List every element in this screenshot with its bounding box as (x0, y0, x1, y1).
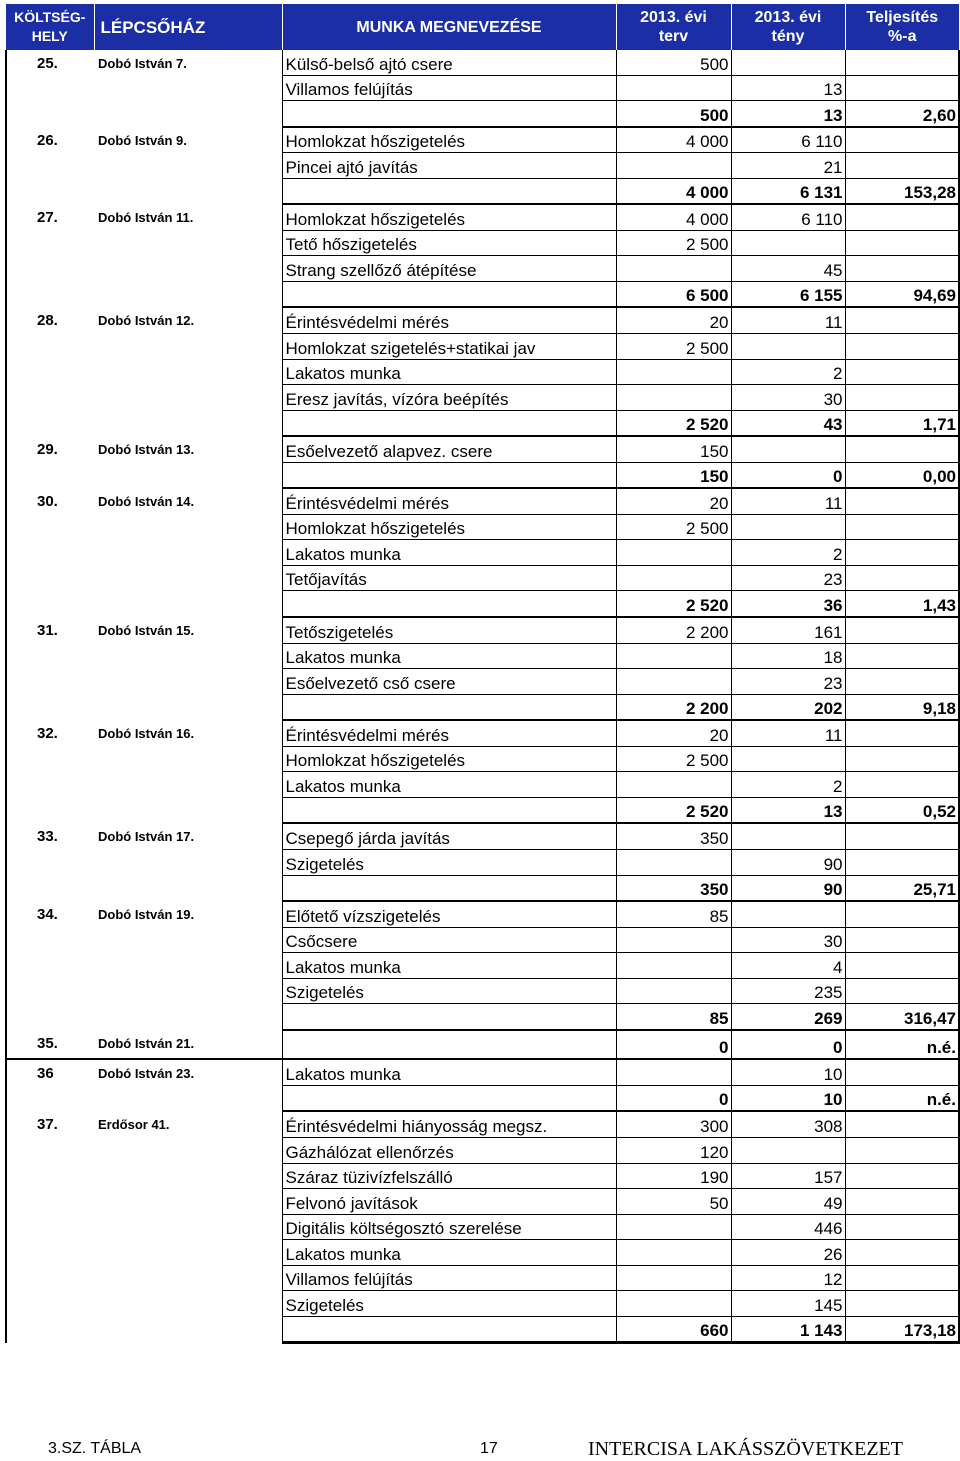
subtotal-label-cell (282, 101, 616, 127)
staircase-name: Dobó István 23. (94, 1059, 282, 1111)
percent-cell (845, 1214, 959, 1240)
work-name-cell: Pincei ajtó javítás (282, 153, 616, 179)
cost-center-number: 34. (6, 901, 94, 1030)
plan-value-cell: 190 (616, 1163, 731, 1189)
actual-value-cell: 26 (731, 1240, 845, 1266)
plan-value-cell (616, 927, 731, 953)
work-name-cell: Szigetelés (282, 1291, 616, 1317)
subtotal-label-cell (282, 875, 616, 901)
actual-value-cell: 161 (731, 617, 845, 643)
actual-subtotal-cell: 10 (731, 1085, 845, 1111)
plan-subtotal-cell: 2 520 (616, 591, 731, 617)
cost-center-number: 25. (6, 50, 94, 127)
plan-value-cell (616, 1265, 731, 1291)
work-name-cell: Villamos felújítás (282, 1265, 616, 1291)
actual-value-cell: 45 (731, 256, 845, 282)
percent-cell (845, 978, 959, 1004)
table-row (6, 488, 959, 514)
percent-cell (845, 488, 959, 514)
fulfillment-percent-cell: 94,69 (845, 281, 959, 307)
actual-subtotal-cell: 1 143 (731, 1316, 845, 1343)
percent-cell (845, 720, 959, 746)
staircase-name: Dobó István 13. (94, 436, 282, 488)
percent-cell (845, 204, 959, 230)
staircase-name: Erdősor 41. (94, 1111, 282, 1342)
percent-cell (845, 565, 959, 591)
page-footer (0, 1440, 960, 1460)
header-cost-center: KÖLTSÉG- HELY (6, 4, 94, 50)
fulfillment-percent-cell: 153,28 (845, 178, 959, 204)
staircase-name: Dobó István 21. (94, 1030, 282, 1060)
actual-value-cell: 11 (731, 488, 845, 514)
percent-cell (845, 643, 959, 669)
actual-value-cell: 10 (731, 1059, 845, 1085)
staircase-name: Dobó István 9. (94, 127, 282, 205)
header-staircase: LÉPCSŐHÁZ (94, 4, 282, 50)
actual-value-cell: 6 110 (731, 204, 845, 230)
percent-cell (845, 823, 959, 849)
plan-value-cell: 20 (616, 307, 731, 333)
percent-cell (845, 436, 959, 462)
actual-value-cell: 23 (731, 565, 845, 591)
percent-cell (845, 927, 959, 953)
percent-cell (845, 772, 959, 798)
subtotal-label-cell (282, 410, 616, 436)
header-work-name: MUNKA MEGNEVEZÉSE (282, 4, 616, 50)
work-name-cell: Tetőjavítás (282, 565, 616, 591)
percent-cell (845, 540, 959, 566)
plan-value-cell (616, 1291, 731, 1317)
work-name-cell: Külső-belső ajtó csere (282, 50, 616, 75)
work-name-cell: Lakatos munka (282, 359, 616, 385)
plan-subtotal-cell: 660 (616, 1316, 731, 1343)
actual-subtotal-cell: 90 (731, 875, 845, 901)
plan-value-cell (616, 978, 731, 1004)
actual-value-cell: 21 (731, 153, 845, 179)
percent-cell (845, 75, 959, 101)
percent-cell (845, 1240, 959, 1266)
work-name-cell: Lakatos munka (282, 540, 616, 566)
work-name-cell: Strang szellőző átépítése (282, 256, 616, 282)
work-name-cell: Gázhálózat ellenőrzés (282, 1137, 616, 1163)
plan-value-cell (616, 772, 731, 798)
fulfillment-percent-cell: n.é. (845, 1085, 959, 1111)
actual-value-cell: 30 (731, 385, 845, 411)
plan-value-cell (616, 385, 731, 411)
plan-subtotal-cell: 150 (616, 462, 731, 488)
cost-center-number: 32. (6, 720, 94, 823)
actual-value-cell: 235 (731, 978, 845, 1004)
percent-cell (845, 50, 959, 75)
actual-subtotal-cell: 36 (731, 591, 845, 617)
plan-value-cell (616, 669, 731, 695)
fulfillment-percent-cell: 1,43 (845, 591, 959, 617)
plan-value-cell: 2 500 (616, 334, 731, 360)
work-name-cell: Lakatos munka (282, 1059, 616, 1085)
percent-cell (845, 1137, 959, 1163)
plan-subtotal-cell: 350 (616, 875, 731, 901)
plan-value-cell (616, 643, 731, 669)
actual-value-cell (731, 823, 845, 849)
fulfillment-percent-cell: 173,18 (845, 1316, 959, 1343)
header-actual-2013: 2013. évi tény (731, 4, 845, 50)
footer-organization: INTERCISA LAKÁSSZÖVETKEZET (588, 1438, 903, 1460)
actual-value-cell: 12 (731, 1265, 845, 1291)
actual-subtotal-cell: 6 155 (731, 281, 845, 307)
actual-value-cell: 90 (731, 849, 845, 875)
work-name-cell: Esőelvezető cső csere (282, 669, 616, 695)
actual-value-cell: 18 (731, 643, 845, 669)
actual-value-cell (731, 901, 845, 927)
percent-cell (845, 307, 959, 333)
actual-value-cell (731, 514, 845, 540)
plan-value-cell (616, 359, 731, 385)
fulfillment-percent-cell: 25,71 (845, 875, 959, 901)
percent-cell (845, 1059, 959, 1085)
percent-cell (845, 1111, 959, 1137)
actual-subtotal-cell: 43 (731, 410, 845, 436)
plan-subtotal-cell: 6 500 (616, 281, 731, 307)
percent-cell (845, 849, 959, 875)
cost-center-number: 35. (6, 1030, 94, 1060)
work-name-cell: Száraz tüzivízfelszálló (282, 1163, 616, 1189)
plan-value-cell: 50 (616, 1189, 731, 1215)
work-name-cell: Tető hőszigetelés (282, 230, 616, 256)
cost-center-number: 33. (6, 823, 94, 901)
actual-value-cell (731, 230, 845, 256)
percent-cell (845, 617, 959, 643)
actual-subtotal-cell: 202 (731, 694, 845, 720)
table-row (6, 1111, 959, 1137)
staircase-name: Dobó István 11. (94, 204, 282, 307)
table-row (6, 436, 959, 462)
plan-value-cell: 120 (616, 1137, 731, 1163)
percent-cell (845, 1189, 959, 1215)
actual-value-cell: 13 (731, 75, 845, 101)
maintenance-work-table (5, 4, 960, 1344)
fulfillment-percent-cell: 2,60 (845, 101, 959, 127)
percent-cell (845, 746, 959, 772)
plan-subtotal-cell: 2 520 (616, 797, 731, 823)
plan-value-cell: 85 (616, 901, 731, 927)
work-name-cell: Digitális költségosztó szerelése (282, 1214, 616, 1240)
percent-cell (845, 1291, 959, 1317)
cost-center-number: 29. (6, 436, 94, 488)
work-name-cell: Homlokzat hőszigetelés (282, 514, 616, 540)
work-name-cell: Lakatos munka (282, 643, 616, 669)
footer-table-label: 3.SZ. TÁBLA (48, 1440, 142, 1457)
percent-cell (845, 1265, 959, 1291)
fulfillment-percent-cell: 0,00 (845, 462, 959, 488)
fulfillment-percent-cell: n.é. (845, 1030, 959, 1060)
table-row (6, 823, 959, 849)
percent-cell (845, 334, 959, 360)
staircase-name: Dobó István 15. (94, 617, 282, 720)
percent-cell (845, 1163, 959, 1189)
plan-value-cell (616, 1059, 731, 1085)
subtotal-label-cell (282, 797, 616, 823)
staircase-name: Dobó István 14. (94, 488, 282, 617)
percent-cell (845, 153, 959, 179)
staircase-name: Dobó István 16. (94, 720, 282, 823)
work-name-cell: Homlokzat hőszigetelés (282, 746, 616, 772)
plan-value-cell: 150 (616, 436, 731, 462)
actual-subtotal-cell: 13 (731, 101, 845, 127)
cost-center-number: 26. (6, 127, 94, 205)
cost-center-number: 37. (6, 1111, 94, 1342)
work-name-cell: Lakatos munka (282, 953, 616, 979)
work-name-cell: Csepegő járda javítás (282, 823, 616, 849)
plan-value-cell: 2 200 (616, 617, 731, 643)
actual-value-cell: 49 (731, 1189, 845, 1215)
fulfillment-percent-cell: 9,18 (845, 694, 959, 720)
work-name-cell: Homlokzat szigetelés+statikai jav (282, 334, 616, 360)
table-row (6, 1059, 959, 1085)
subtotal-label-cell (282, 1030, 616, 1060)
work-name-cell: Érintésvédelmi mérés (282, 720, 616, 746)
cost-center-number: 31. (6, 617, 94, 720)
actual-value-cell: 11 (731, 720, 845, 746)
subtotal-label-cell (282, 281, 616, 307)
subtotal-label-cell (282, 1004, 616, 1030)
plan-value-cell: 20 (616, 488, 731, 514)
percent-cell (845, 359, 959, 385)
actual-value-cell: 11 (731, 307, 845, 333)
fulfillment-percent-cell: 316,47 (845, 1004, 959, 1030)
actual-value-cell (731, 436, 845, 462)
table-row (6, 307, 959, 333)
actual-value-cell (731, 50, 845, 75)
work-name-cell: Lakatos munka (282, 772, 616, 798)
plan-subtotal-cell: 2 200 (616, 694, 731, 720)
table-row (6, 617, 959, 643)
percent-cell (845, 669, 959, 695)
percent-cell (845, 514, 959, 540)
subtotal-label-cell (282, 1085, 616, 1111)
plan-subtotal-cell: 500 (616, 101, 731, 127)
plan-value-cell: 2 500 (616, 230, 731, 256)
actual-subtotal-cell: 0 (731, 462, 845, 488)
staircase-name: Dobó István 17. (94, 823, 282, 901)
work-name-cell: Szigetelés (282, 849, 616, 875)
plan-value-cell (616, 1240, 731, 1266)
actual-value-cell (731, 334, 845, 360)
footer-page-number: 17 (480, 1440, 498, 1457)
table-row (6, 50, 959, 75)
subtotal-row (6, 1030, 959, 1060)
percent-cell (845, 230, 959, 256)
fulfillment-percent-cell: 0,52 (845, 797, 959, 823)
work-name-cell: Eresz javítás, vízóra beépítés (282, 385, 616, 411)
work-name-cell: Esőelvezető alapvez. csere (282, 436, 616, 462)
percent-cell (845, 385, 959, 411)
plan-subtotal-cell: 4 000 (616, 178, 731, 204)
table-row (6, 901, 959, 927)
work-name-cell: Homlokzat hőszigetelés (282, 127, 616, 153)
table-header-row (6, 4, 959, 50)
plan-value-cell: 300 (616, 1111, 731, 1137)
staircase-name: Dobó István 12. (94, 307, 282, 436)
work-name-cell: Érintésvédelmi mérés (282, 307, 616, 333)
actual-value-cell: 30 (731, 927, 845, 953)
actual-subtotal-cell: 13 (731, 797, 845, 823)
actual-value-cell: 446 (731, 1214, 845, 1240)
subtotal-label-cell (282, 1316, 616, 1343)
plan-subtotal-cell: 2 520 (616, 410, 731, 436)
plan-value-cell: 20 (616, 720, 731, 746)
plan-value-cell (616, 256, 731, 282)
plan-subtotal-cell: 0 (616, 1030, 731, 1060)
actual-subtotal-cell: 269 (731, 1004, 845, 1030)
plan-value-cell (616, 1214, 731, 1240)
plan-value-cell (616, 75, 731, 101)
actual-value-cell: 157 (731, 1163, 845, 1189)
staircase-name: Dobó István 19. (94, 901, 282, 1030)
work-name-cell: Előtető vízszigetelés (282, 901, 616, 927)
table-body (6, 50, 959, 1343)
plan-value-cell: 4 000 (616, 204, 731, 230)
fulfillment-percent-cell: 1,71 (845, 410, 959, 436)
staircase-name: Dobó István 7. (94, 50, 282, 127)
plan-value-cell (616, 953, 731, 979)
actual-subtotal-cell: 0 (731, 1030, 845, 1060)
actual-value-cell: 23 (731, 669, 845, 695)
table-row (6, 127, 959, 153)
work-name-cell: Felvonó javítások (282, 1189, 616, 1215)
actual-value-cell: 2 (731, 540, 845, 566)
actual-subtotal-cell: 6 131 (731, 178, 845, 204)
work-name-cell: Szigetelés (282, 978, 616, 1004)
actual-value-cell: 308 (731, 1111, 845, 1137)
actual-value-cell (731, 1137, 845, 1163)
work-name-cell: Villamos felújítás (282, 75, 616, 101)
work-table-page (5, 4, 958, 1344)
percent-cell (845, 256, 959, 282)
cost-center-number: 30. (6, 488, 94, 617)
subtotal-label-cell (282, 462, 616, 488)
cost-center-number: 27. (6, 204, 94, 307)
header-plan-2013: 2013. évi terv (616, 4, 731, 50)
subtotal-label-cell (282, 591, 616, 617)
percent-cell (845, 901, 959, 927)
cost-center-number: 36 (6, 1059, 94, 1111)
actual-value-cell: 4 (731, 953, 845, 979)
plan-subtotal-cell: 85 (616, 1004, 731, 1030)
work-name-cell: Csőcsere (282, 927, 616, 953)
subtotal-label-cell (282, 694, 616, 720)
subtotal-label-cell (282, 178, 616, 204)
table-row (6, 720, 959, 746)
plan-value-cell (616, 153, 731, 179)
actual-value-cell (731, 746, 845, 772)
work-name-cell: Érintésvédelmi hiányosság megsz. (282, 1111, 616, 1137)
actual-value-cell: 145 (731, 1291, 845, 1317)
plan-value-cell: 4 000 (616, 127, 731, 153)
cost-center-number: 28. (6, 307, 94, 436)
actual-value-cell: 2 (731, 359, 845, 385)
plan-value-cell: 350 (616, 823, 731, 849)
plan-value-cell: 2 500 (616, 514, 731, 540)
actual-value-cell: 6 110 (731, 127, 845, 153)
work-name-cell: Homlokzat hőszigetelés (282, 204, 616, 230)
header-fulfillment-pct: Teljesítés %-a (845, 4, 959, 50)
plan-value-cell: 2 500 (616, 746, 731, 772)
plan-value-cell (616, 849, 731, 875)
plan-value-cell (616, 540, 731, 566)
work-name-cell: Érintésvédelmi mérés (282, 488, 616, 514)
table-row (6, 204, 959, 230)
plan-subtotal-cell: 0 (616, 1085, 731, 1111)
percent-cell (845, 953, 959, 979)
work-name-cell: Tetőszigetelés (282, 617, 616, 643)
plan-value-cell (616, 565, 731, 591)
actual-value-cell: 2 (731, 772, 845, 798)
percent-cell (845, 127, 959, 153)
plan-value-cell: 500 (616, 50, 731, 75)
work-name-cell: Lakatos munka (282, 1240, 616, 1266)
